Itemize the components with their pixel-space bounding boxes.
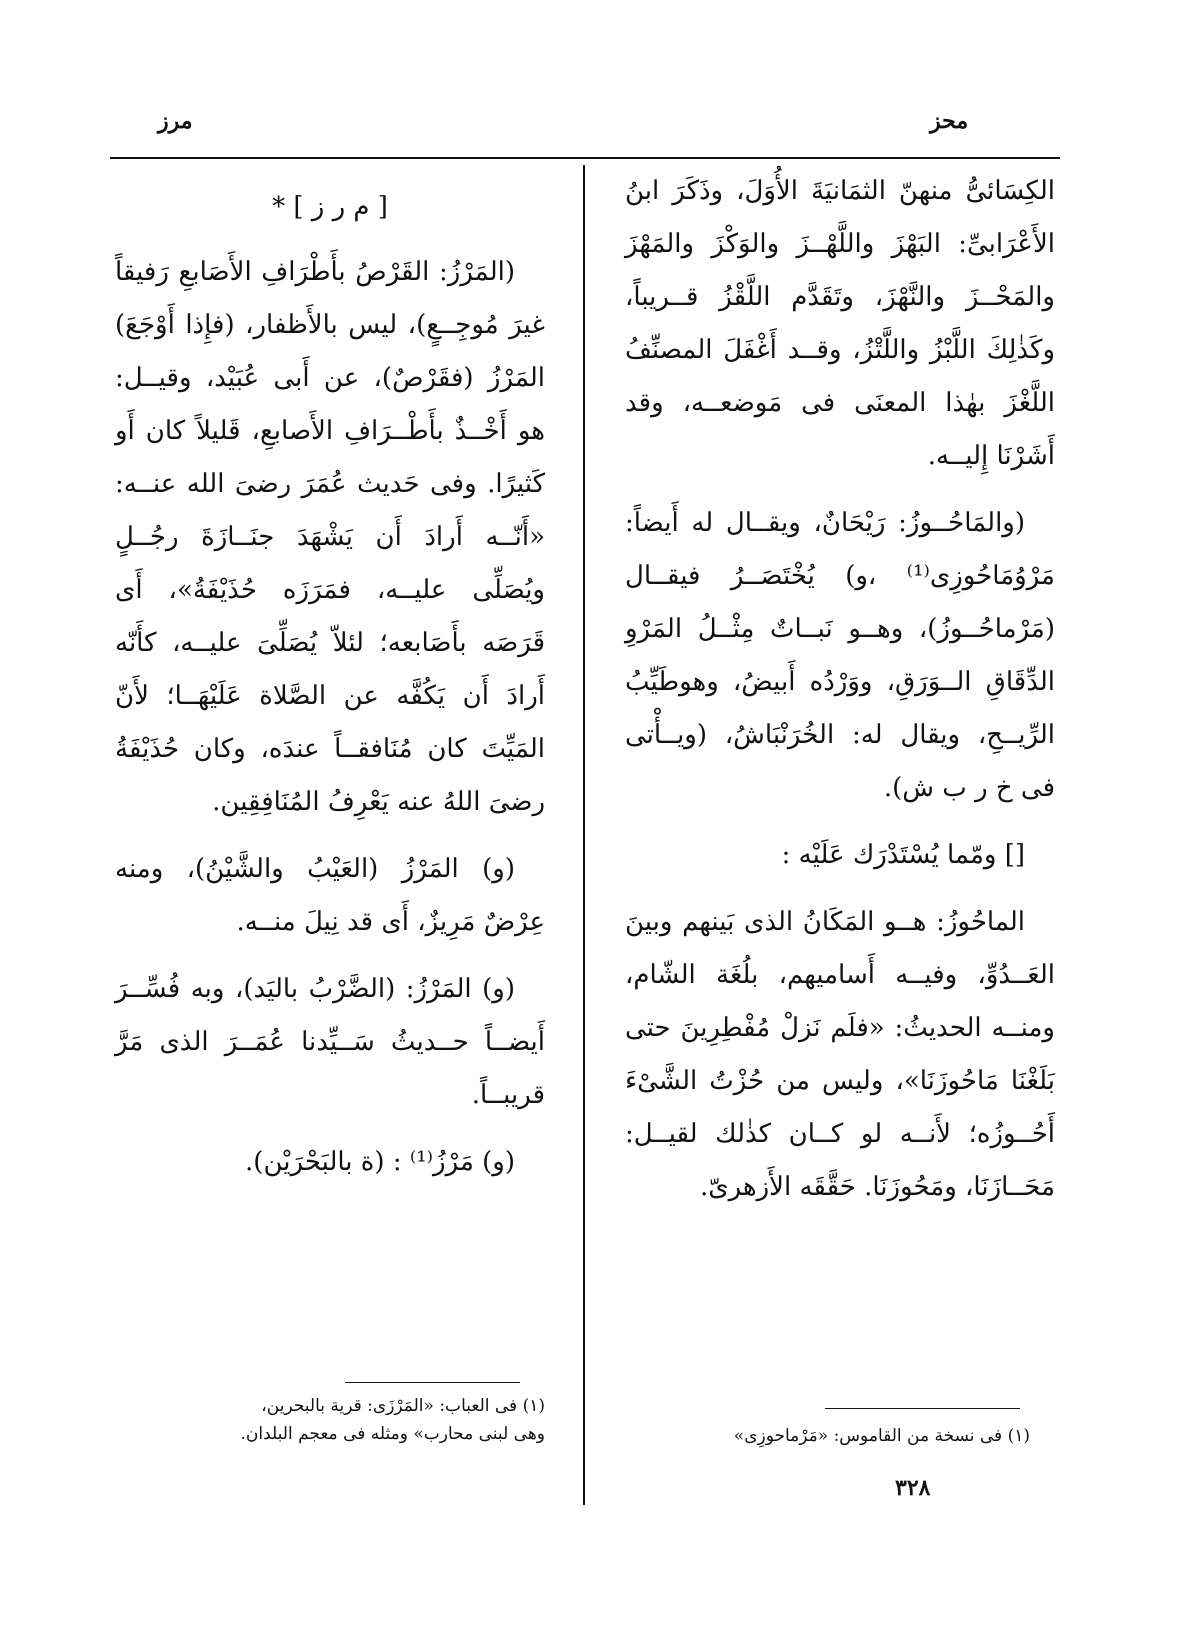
footnote <box>115 1392 545 1448</box>
running-head-right: محز <box>930 108 969 134</box>
header-rule <box>110 157 1060 159</box>
paragraph: الماحُوزُ: هــو المَكَانُ الذى بَينهم وبينَ العَــدُوِّ، وفيــه أَساميهم، بلُغَة الشّام، ومنــه الحديثُ: «فلَم نَزلْ مُفْطِرِينَ حتى بَلَغْنَا مَاحُوزَنَا»، وليس من حُزْتُ الشَّىْءَ أَحُــوزُه؛ لأَنــه لو كــان كذٰلك لقيــل: مَحَــازَنَا، ومَحُوزَنَا. حَقَّقَه الأَزهرىّ. <box>625 907 1055 1202</box>
paragraph: (و) المَرْزُ (العَيْبُ والشَّيْنُ)، ومنه عِرْضٌ مَرِيزٌ، أَى قد نِيلَ منــه. <box>115 854 545 937</box>
page-number: ٣٢٨ <box>895 1475 931 1501</box>
paragraph: (و) المَرْزُ: (الضَّرْبُ باليَد)، وبه فُسِّــرَ أَيضــاً حــديثُ سَــيِّدنا عُمَــرَ الذى مَرَّ قريبــاً. <box>115 974 545 1110</box>
column-divider <box>583 165 585 1505</box>
paragraph: [] ومّما يُسْتَدْرَك عَلَيْه : <box>781 840 1025 870</box>
paragraph: الكِسَائىُّ منهنّ الثمَانيَةَ الأُوَلَ، وذَكَرَ ابنُ الأَعْرَابىِّ: البَهْزَ واللَّهْــزَ والوَكْزَ والمَهْزَ والمَحْــزَ والنَّهْزَ، وتَقَدَّم اللَّقْزُ قــريباً، وكَذٰلِكَ اللَّبْزُ واللَّتْزُ، وقــد أَغْفَلَ المصنِّفُ اللَّغْزَ بهٰذا المعنَى فى مَوضعــه، وقد أَشَرْنَا إِليــه. <box>625 176 1055 471</box>
footnote-rule <box>345 1382 520 1383</box>
left-column <box>115 165 545 1203</box>
footnote-rule <box>825 1408 1020 1409</box>
entry-heading: [ م ر ز ] * <box>272 192 388 222</box>
right-column <box>625 165 1055 1228</box>
paragraph: (و) مَرْزُ⁽¹⁾ : (ة بالبَحْرَيْن). <box>245 1147 515 1177</box>
paragraph: (والمَاحُــوزُ: رَيْحَانٌ، ويقــال له أَيضاً: مَرْوُمَاحُوزِى⁽¹⁾ ،و) يُخْتَصَــرُ فيقــال (مَرْماحُــوزُ)، وهــو نَبــاتٌ مِثْــلُ المَرْوِ الدِّقَاقِ الــوَرَقِ، ووَرْدُه أَبيضُ، وهوطَيِّبُ الرِّيــحِ، ويقال له: الخُرَنْبَاشُ، (ويــأْتى فى خ ر ب ش). <box>625 508 1055 803</box>
footnote: (١) فى نسخة من القاموس: «مَرْماحوزِى» <box>733 1426 1030 1446</box>
running-head-left: مرز <box>158 108 193 134</box>
paragraph: (المَرْزُ: القَرْصُ بأَطْرَافِ الأَصَابعِ رَفيقاً غيرَ مُوجِــعٍ)، ليس بالأَظفار، (فإِذا أَوْجَعَ) المَرْزُ (فقَرْصٌ)، عن أَبى عُبَيْد، وقيــل: هو أَخْــذٌ بأَطْــرَافِ الأَصابعِ، قَليلاً كان أَو كَثيرًا. وفى حَديث عُمَرَ رضىَ الله عنــه: «أَنّــه أَرادَ أَن يَشْهَدَ جنَــازَةَ رجُــلٍ ويُصَلِّى عليــه، فمَرَزَه حُذَيْفَةُ»، أَى قَرَصَه بأَصَابعه؛ لئلاّ يُصَلِّىَ عليــه، كأَنّه أَرادَ أَن يَكُفَّه عن الصَّلاة عَلَيْهَــا؛ لأَنّ المَيِّتَ كان مُنَافقــاً عندَه، وكان حُذَيْفَةُ رضىَ اللهُ عنه يَعْرِفُ المُنَافِقِين. <box>115 257 545 817</box>
footnote-line: وهى لبنى محارب» ومثله فى معجم البلدان. <box>240 1424 545 1444</box>
footnote-line: (١) فى العباب: «المَرْزَى: قرية بالبحرين، <box>261 1396 545 1416</box>
